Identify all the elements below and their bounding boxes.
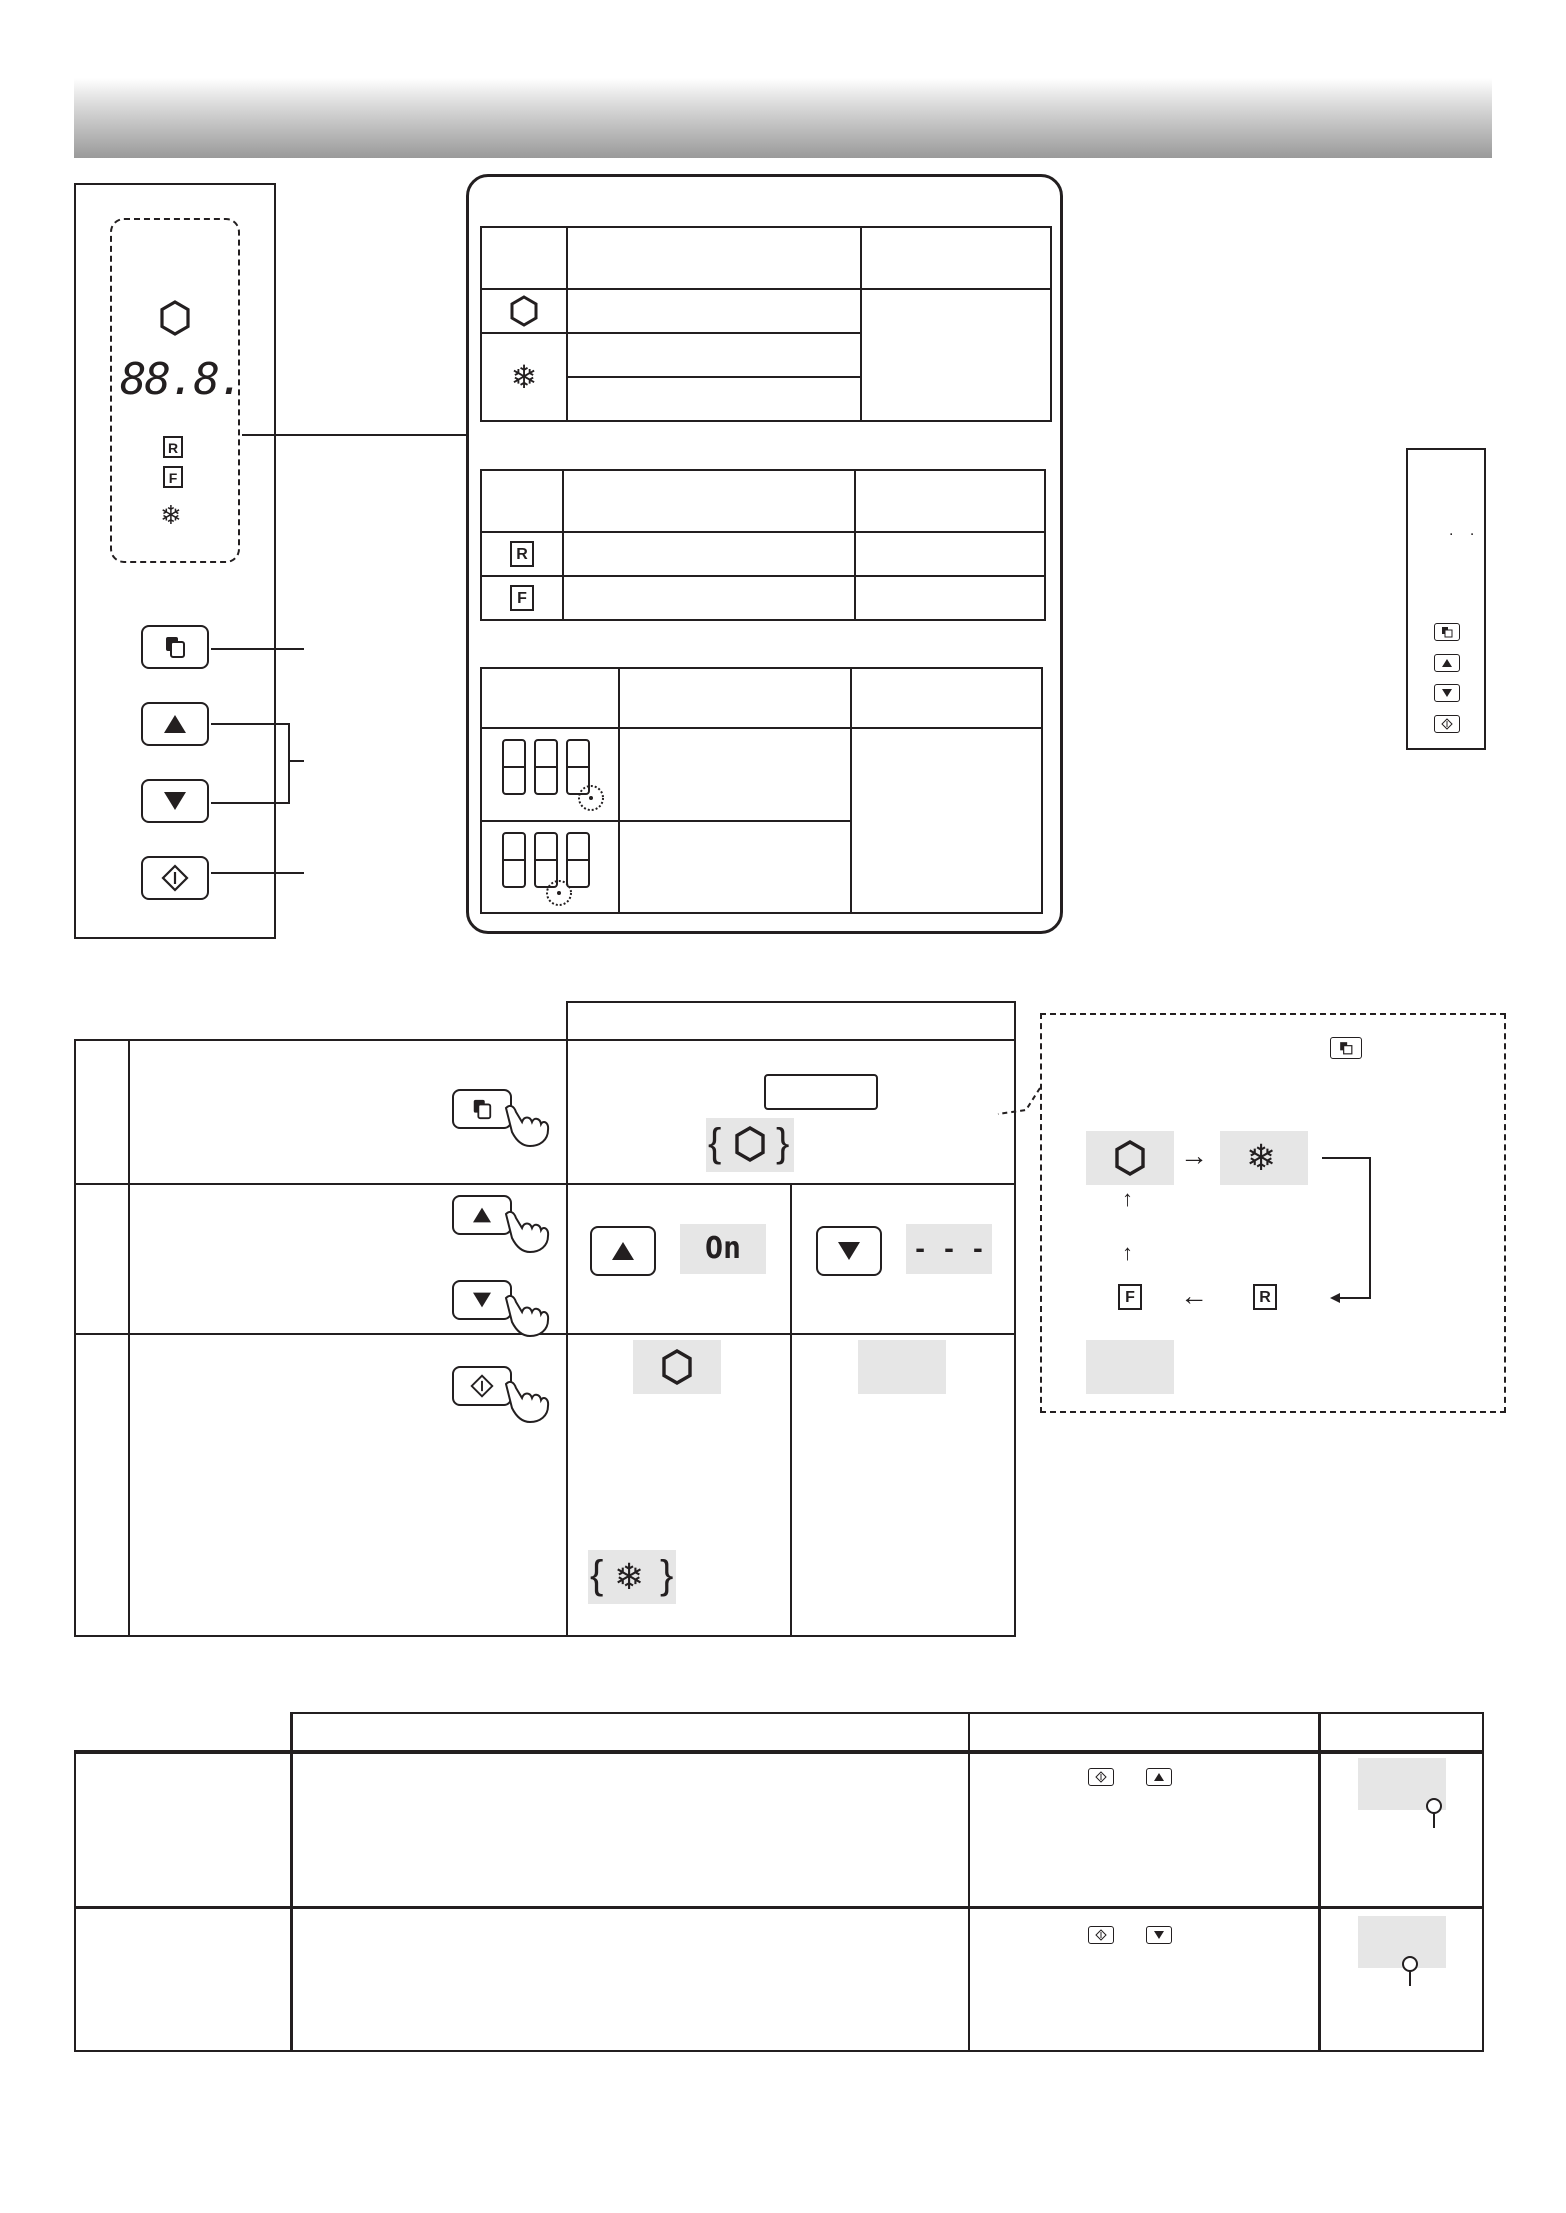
copy-icon (163, 635, 187, 659)
arrow-right-icon: → (1180, 1140, 1208, 1171)
dot-pointer-icon (1400, 1956, 1420, 1988)
leader-line (211, 723, 289, 725)
segment-display-icon (495, 734, 605, 814)
flash-marks: } (660, 1553, 674, 1597)
diamond-start-icon (161, 864, 189, 892)
leader-line (288, 723, 290, 804)
section-header-bar (74, 78, 1492, 158)
r-indicator-icon: R (510, 541, 534, 567)
triangle-up-icon (471, 1206, 493, 1224)
cycle-return-arrow (1300, 1150, 1380, 1310)
down-button-illustration (816, 1226, 882, 1276)
f-indicator-icon: F (1118, 1284, 1142, 1310)
dot-pointer-icon (1424, 1798, 1444, 1830)
digit-display: 88.8. (120, 354, 243, 405)
r-indicator-icon: R (163, 436, 183, 458)
mode-button[interactable] (141, 625, 209, 669)
triangle-up-icon (162, 713, 188, 735)
mini-control-panel (1406, 448, 1486, 750)
triangle-up-icon (610, 1240, 636, 1262)
hexagon-icon (734, 1126, 766, 1162)
up-button-icon (1146, 1768, 1172, 1786)
hexagon-icon (509, 295, 539, 327)
copy-icon (471, 1098, 493, 1120)
start-button-icon (1088, 1926, 1114, 1944)
callout-label-box (764, 1074, 878, 1110)
mini-mode-button (1434, 623, 1460, 641)
snowflake-icon: ❄ (614, 1556, 645, 1597)
arrow-up-icon: ↑ (1122, 1240, 1133, 1265)
down-button[interactable] (141, 779, 209, 823)
lcd-on-display: On (680, 1224, 766, 1274)
segment-display-icon (495, 827, 605, 907)
arrow-left-icon: ← (1180, 1280, 1208, 1311)
blank-display (858, 1340, 946, 1394)
triangle-down-icon (471, 1291, 493, 1309)
leader-line (242, 434, 466, 436)
f-indicator-icon: F (510, 585, 534, 611)
flash-marks: } (776, 1121, 790, 1165)
up-button-illustration (590, 1226, 656, 1276)
hand-pointer-icon (500, 1206, 552, 1254)
segment-legend-table (480, 667, 1043, 914)
f-indicator-icon: F (163, 466, 183, 488)
rf-legend-table (480, 469, 1046, 621)
mini-up-button (1434, 654, 1460, 672)
leader-line (211, 648, 304, 650)
diamond-start-icon (470, 1374, 494, 1398)
leader-line (211, 802, 289, 804)
hexagon-icon (159, 300, 191, 336)
flash-marks: { (590, 1553, 604, 1597)
cycle-blank (1086, 1340, 1174, 1394)
mode-button-icon (1330, 1037, 1362, 1059)
up-button[interactable] (141, 702, 209, 746)
down-button-icon (1146, 1926, 1172, 1944)
hand-pointer-icon (500, 1100, 552, 1148)
snowflake-icon: ❄ (160, 500, 182, 530)
arrow-up-icon: ↑ (1122, 1186, 1133, 1211)
hexagon-icon (661, 1349, 693, 1385)
start-button-icon (1088, 1768, 1114, 1786)
snowflake-icon: ❄ (510, 359, 538, 395)
start-button[interactable] (141, 856, 209, 900)
hand-pointer-icon (500, 1376, 552, 1424)
callout-pointer (996, 1086, 1042, 1118)
mini-down-button (1434, 684, 1460, 702)
r-indicator-icon: R (1253, 1284, 1277, 1310)
flash-marks: { (708, 1121, 722, 1165)
leader-line (288, 760, 304, 762)
triangle-down-icon (162, 790, 188, 812)
mini-display-dots: . . (1449, 522, 1481, 539)
lcd-dashes-display: - - - (906, 1224, 992, 1274)
triangle-down-icon (836, 1240, 862, 1262)
mini-start-button (1434, 715, 1460, 733)
mode-legend-table (480, 226, 1052, 422)
hexagon-icon (1114, 1140, 1146, 1176)
snowflake-icon: ❄ (1246, 1137, 1277, 1178)
bottom-table (74, 1712, 1484, 2052)
hand-pointer-icon (500, 1290, 552, 1338)
leader-line (211, 872, 304, 874)
